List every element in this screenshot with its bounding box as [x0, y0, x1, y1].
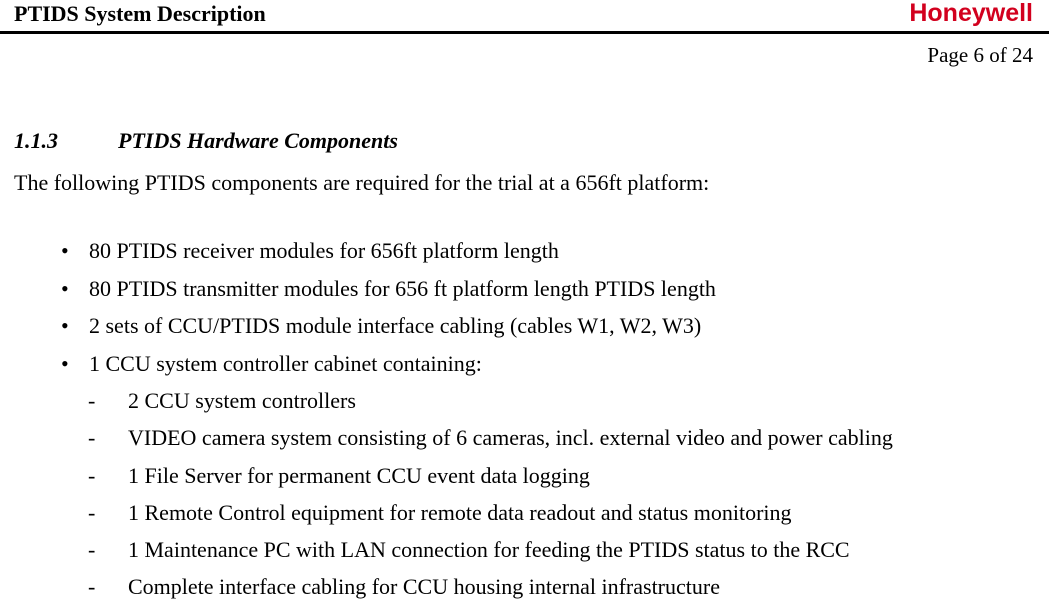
sub-list-item: [0, 419, 893, 456]
bullet-icon: •: [61, 275, 69, 301]
section-heading: [14, 126, 398, 156]
bullet-icon: •: [61, 238, 69, 263]
sub-list-item-text: Complete interface cabling for CCU housing internal infrastructure: [128, 574, 720, 600]
dash-icon: -: [88, 537, 96, 563]
header-divider: [0, 31, 1049, 34]
sub-list-item-text: VIDEO camera system consisting of 6 cameras, incl. external video and power cabling: [128, 425, 893, 451]
dash-icon: -: [88, 425, 96, 451]
sub-list-item: [0, 494, 893, 531]
bullet-icon: •: [61, 313, 69, 338]
component-list: [0, 232, 716, 382]
list-item: [0, 307, 716, 345]
list-item-text: 80 PTIDS receiver modules for 656ft platform length: [89, 238, 559, 263]
honeywell-logo: Honeywell: [909, 0, 1033, 27]
dash-icon: -: [88, 462, 96, 488]
dash-icon: -: [88, 388, 96, 413]
sub-list-item-text: 1 Maintenance PC with LAN connection for feeding the PTIDS status to the RCC: [128, 537, 850, 563]
page-number: Page 6 of 24: [927, 43, 1033, 67]
list-item-text: 80 PTIDS transmitter modules for 656 ft platform length PTIDS length: [89, 275, 716, 301]
sub-list-item-text: 1 Remote Control equipment for remote data readout and status monitoring: [128, 499, 792, 525]
sub-list-item-text: 1 File Server for permanent CCU event data logging: [128, 462, 590, 488]
sub-list-item: [0, 382, 893, 419]
intro-paragraph: The following PTIDS components are required for the trial at a 656ft platform:: [14, 170, 710, 195]
cabinet-contents-list: [0, 382, 893, 606]
list-item-text: 1 CCU system controller cabinet containing:: [89, 350, 482, 376]
section-number: 1.1.3: [14, 128, 58, 153]
document-title: PTIDS System Description: [14, 1, 266, 26]
bullet-icon: •: [61, 350, 69, 376]
list-item-text: 2 sets of CCU/PTIDS module interface cabling (cables W1, W2, W3): [89, 313, 702, 338]
sub-list-item: [0, 568, 893, 605]
list-item: [0, 232, 716, 270]
sub-list-item: [0, 457, 893, 494]
list-item: [0, 345, 716, 383]
sub-list-item: [0, 531, 893, 568]
sub-list-item-text: 2 CCU system controllers: [128, 388, 356, 413]
dash-icon: -: [88, 574, 96, 600]
list-item: [0, 270, 716, 308]
dash-icon: -: [88, 499, 96, 525]
section-title: PTIDS Hardware Components: [118, 128, 398, 153]
